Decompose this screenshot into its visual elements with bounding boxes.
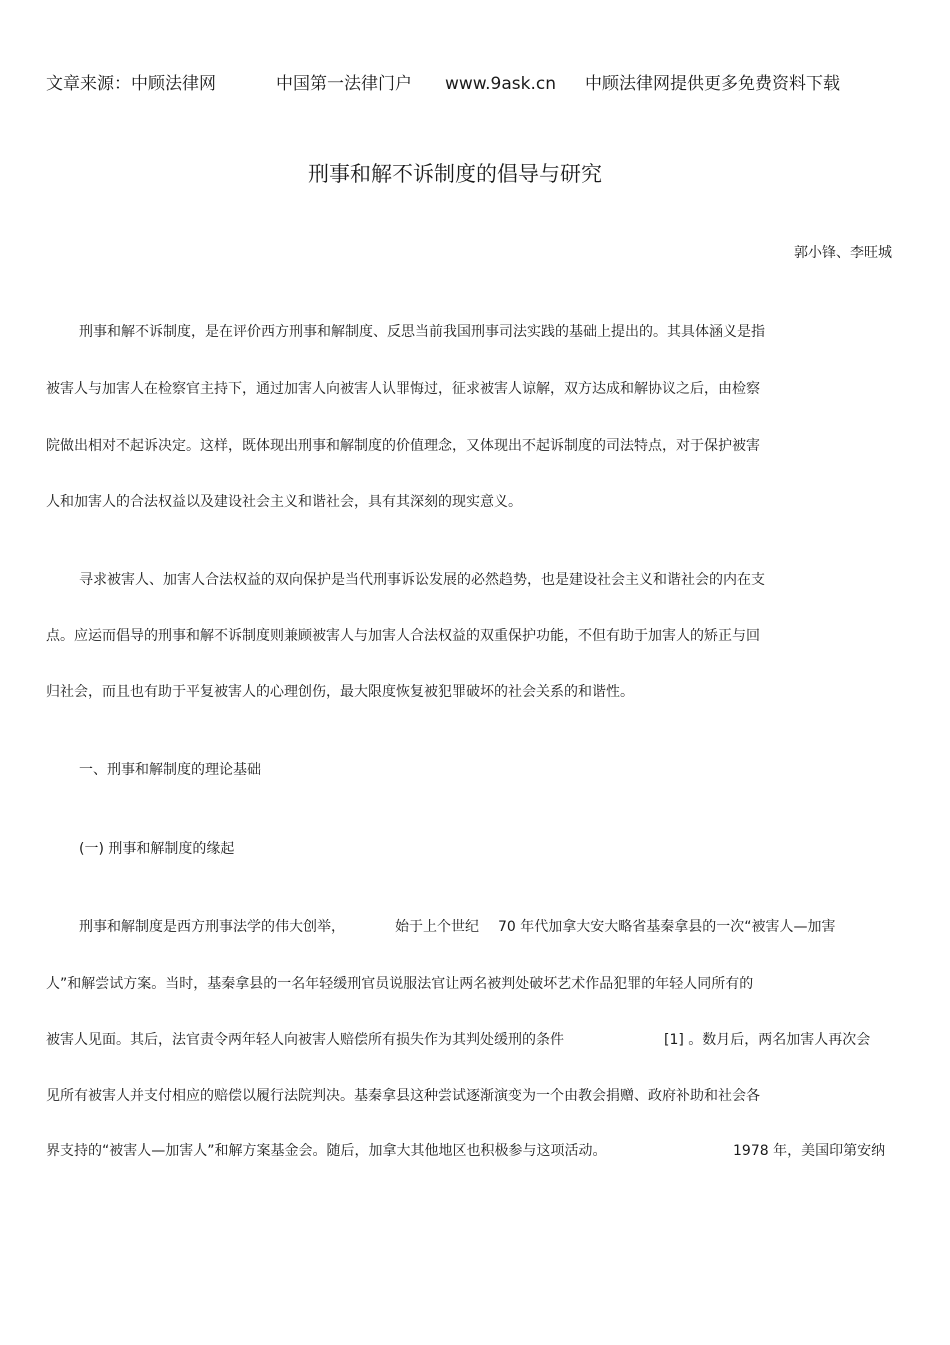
paragraph-line-segment: 始于上个世纪 bbox=[395, 919, 479, 935]
section-heading: 一、刑事和解制度的理论基础 bbox=[79, 762, 261, 778]
paragraph-line: 被害人与加害人在检察官主持下，通过加害人向被害人认罪悔过，征求被害人谅解，双方达成和解协议之后，由检察 bbox=[46, 381, 760, 397]
subsection-heading: (一) 刑事和解制度的缘起 bbox=[79, 841, 235, 857]
paragraph-line-segment: 被害人见面。其后，法官责令两年轻人向被害人赔偿所有损失作为其判处缓刑的条件 bbox=[46, 1032, 564, 1048]
paragraph-line-segment: 70 年代加拿大安大略省基秦拿县的一次“被害人—加害 bbox=[498, 919, 836, 935]
site-url: www.9ask.cn bbox=[445, 74, 557, 94]
paragraph-line-segment: 界支持的“被害人—加害人”和解方案基金会。随后，加拿大其他地区也积极参与这项活动。 bbox=[46, 1143, 607, 1159]
paragraph-line: 点。应运而倡导的刑事和解不诉制度则兼顾被害人与加害人合法权益的双重保护功能，不但有助于加害人的矫正与回 bbox=[46, 628, 760, 644]
paragraph-line: 归社会，而且也有助于平复被害人的心理创伤，最大限度恢复被犯罪破坏的社会关系的和谐性。 bbox=[46, 684, 634, 700]
source-label: 文章来源：中顾法律网 bbox=[46, 74, 216, 94]
paragraph-line: 人”和解尝试方案。当时，基秦拿县的一名年轻缓刑官员说服法官让两名被判处破坏艺术作品犯罪的年轻人同所有的 bbox=[46, 976, 754, 992]
paragraph-line: 寻求被害人、加害人合法权益的双向保护是当代刑事诉讼发展的必然趋势，也是建设社会主义和谐社会的内在支 bbox=[79, 572, 765, 588]
page-title: 刑事和解不诉制度的倡导与研究 bbox=[308, 162, 602, 186]
paragraph-line-segment: 1978 年，美国印第安纳 bbox=[733, 1143, 886, 1159]
paragraph-line: 人和加害人的合法权益以及建设社会主义和谐社会，具有其深刻的现实意义。 bbox=[46, 494, 522, 510]
citation-reference: [1] 。数月后，两名加害人再次会 bbox=[664, 1032, 871, 1048]
paragraph-line: 刑事和解不诉制度，是在评价西方刑事和解制度、反思当前我国刑事司法实践的基础上提出的。其具体涵义是指 bbox=[79, 324, 765, 340]
paragraph-line-segment: 刑事和解制度是西方刑事法学的伟大创举， bbox=[79, 919, 345, 935]
portal-label: 中国第一法律门户 bbox=[276, 74, 412, 94]
paragraph-line: 院做出相对不起诉决定。这样，既体现出刑事和解制度的价值理念，又体现出不起诉制度的司法特点，对于保护被害 bbox=[46, 438, 760, 454]
author-names: 郭小锋、李旺城 bbox=[794, 245, 892, 261]
promo-label: 中顾法律网提供更多免费资料下载 bbox=[585, 74, 840, 94]
paragraph-line: 见所有被害人并支付相应的赔偿以履行法院判决。基秦拿县这种尝试逐渐演变为一个由教会捐赠、政府补助和社会各 bbox=[46, 1088, 760, 1104]
